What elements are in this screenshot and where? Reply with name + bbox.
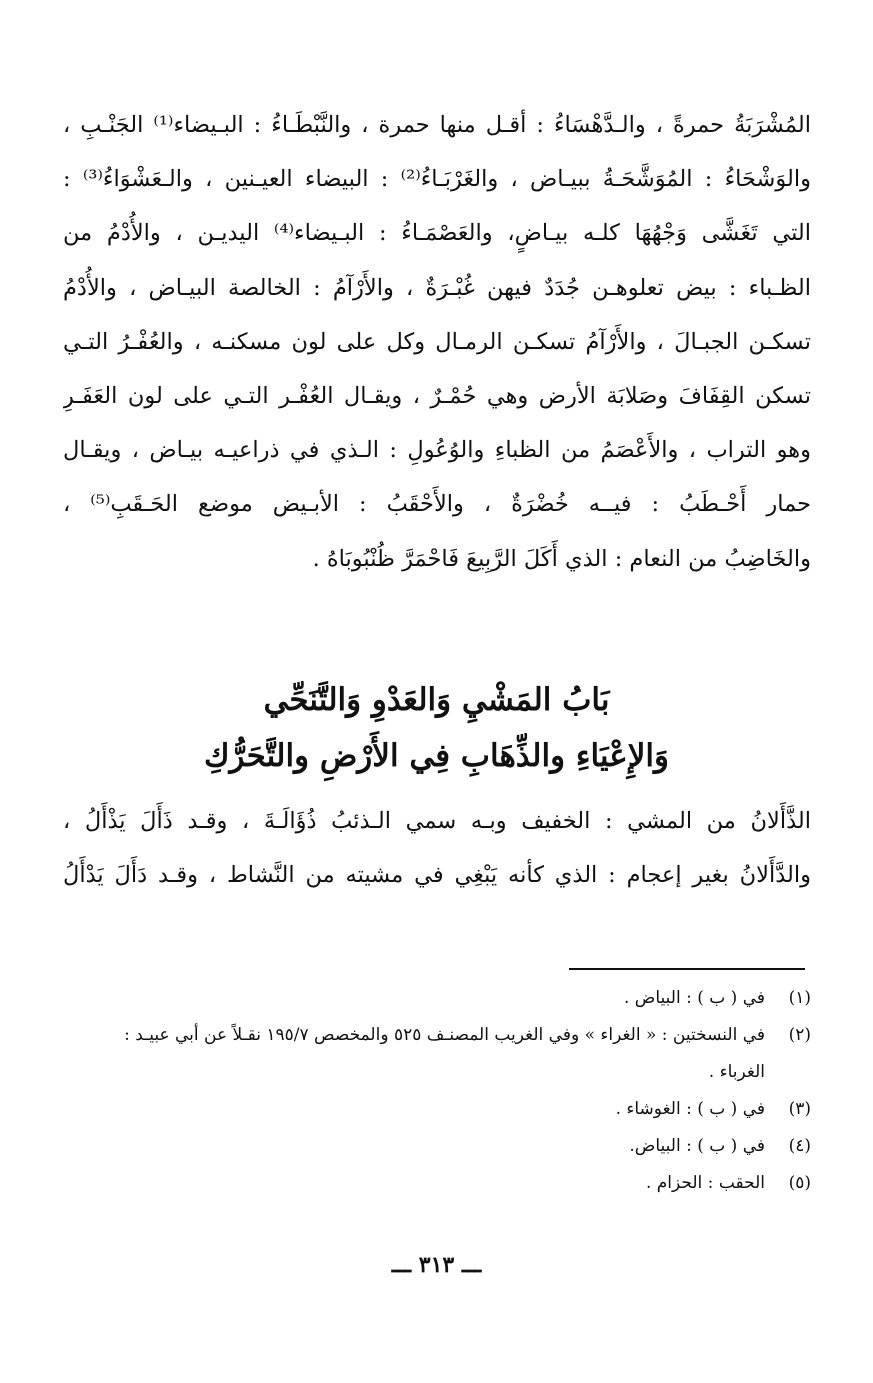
footnote-number: (٣) <box>788 1099 811 1119</box>
text-line: الظـباء : بيض تعلوهـن جُدَدٌ فيهن غُبْـرَةٌ ، والأَرْآمُ : الخالصة البيـاض ، والأُدْمُ <box>63 274 811 301</box>
footnote-number: (٤) <box>788 1136 811 1156</box>
footnote-text: في ( ب ) : الغوشاء . <box>615 1099 765 1119</box>
footnote <box>51 1017 811 1054</box>
footnote-number: (١) <box>788 988 811 1008</box>
text-line: الذَّأَلانُ من المشي : الخفيف وبـه سمي الـذئبُ ذُؤَالَـةَ ، وقـد ذَأَلَ يَذْأَلُ ، <box>63 808 811 834</box>
text-line: تسكن القِفَافَ وصَلابَة الأرض وهي حُمْـرٌ ، ويقـال العُفْـر التـي على لون العَفَـرِ <box>63 383 811 410</box>
body-paragraph <box>63 98 811 586</box>
footnote <box>51 980 811 1017</box>
footnote-text: في النسختين : « الغراء » وفي الغريب المصنـف ٥٢٥ والمخصص ١٩٥/٧ نقـلاً عن أبي عبيـد : <box>124 1025 765 1045</box>
text-line: المُشْرَبَةُ حمرةً ، والـدَّهْسَاءُ : أقـل منها حمرة ، والنَّبْطَـاءُ : البـيضاء⁽¹⁾ الجَنْـبِ ، <box>63 112 811 138</box>
chapter-title-line-1: بَابُ المَشْيِ وَالعَدْوِ وَالتَّنَحِّي <box>263 682 610 718</box>
footnotes <box>51 980 811 1202</box>
section-paragraph <box>63 794 811 902</box>
footnote-text: الحقب : الحزام . <box>645 1173 765 1193</box>
chapter-title <box>60 672 813 784</box>
text-line: والوَشْحَاءُ : المُوَشَّحَـةُ ببيـاض ، والغَرْبَـاءُ⁽²⁾ : البيضاء العيـنين ، والـعَشْوَاءُ⁽³⁾ : <box>63 166 811 193</box>
footnote-continuation: الغرباء . <box>708 1062 765 1082</box>
chapter-title-line-2: وَالإِعْيَاءِ والذِّهَابِ فِي الأَرْضِ والتَّحَرُّكِ <box>203 738 670 774</box>
footnote-number: (٥) <box>788 1173 811 1193</box>
footnote-number: (٢) <box>788 1025 811 1045</box>
footnote-text: في ( ب ) : البياض. <box>629 1136 765 1156</box>
text-line: حمار أَحْـطَبُ : فيــه خُضْرَةٌ ، والأَحْقَبُ : الأبـيض موضع الحَـقَبِ⁽⁵⁾ ، <box>63 491 811 518</box>
page-number: ـــ ٣١٣ ـــ <box>391 1252 482 1278</box>
text-line: تسكـن الجبـالَ ، والأَرْآمُ تسكـن الرمـال وكل على لون مسكنـه ، والعُفْـرُ التـي <box>63 328 811 355</box>
footnote-text: في ( ب ) : البياض . <box>623 988 765 1008</box>
text-line: والدَّأَلانُ بغير إعجام : الذي كأنه يَبْغِي في مشيته من النَّشاط ، وقـد دَأَلَ يَدْأَلُ <box>63 862 811 888</box>
footnote <box>51 1165 811 1202</box>
footnote <box>51 1128 811 1165</box>
text-line: والخَاضِبُ من النعام : الذي أَكَلَ الرَّبِيعَ فَاحْمَرَّ ظُنْبُوبَاهُ . <box>312 545 811 572</box>
footnote <box>51 1091 811 1128</box>
text-line: التي تَغَشَّى وَجْهُهَا كلـه بيـاضٍ، والعَصْمَـاءُ : البـيضاء⁽⁴⁾ اليديـن ، والأُدْمُ من <box>63 220 811 247</box>
footnote-divider <box>569 968 805 970</box>
text-line: وهو التراب ، والأَعْصَمُ من الظباءِ والوُعُولِ : الـذي في ذراعيـه بيـاض ، ويقـال <box>63 437 811 464</box>
